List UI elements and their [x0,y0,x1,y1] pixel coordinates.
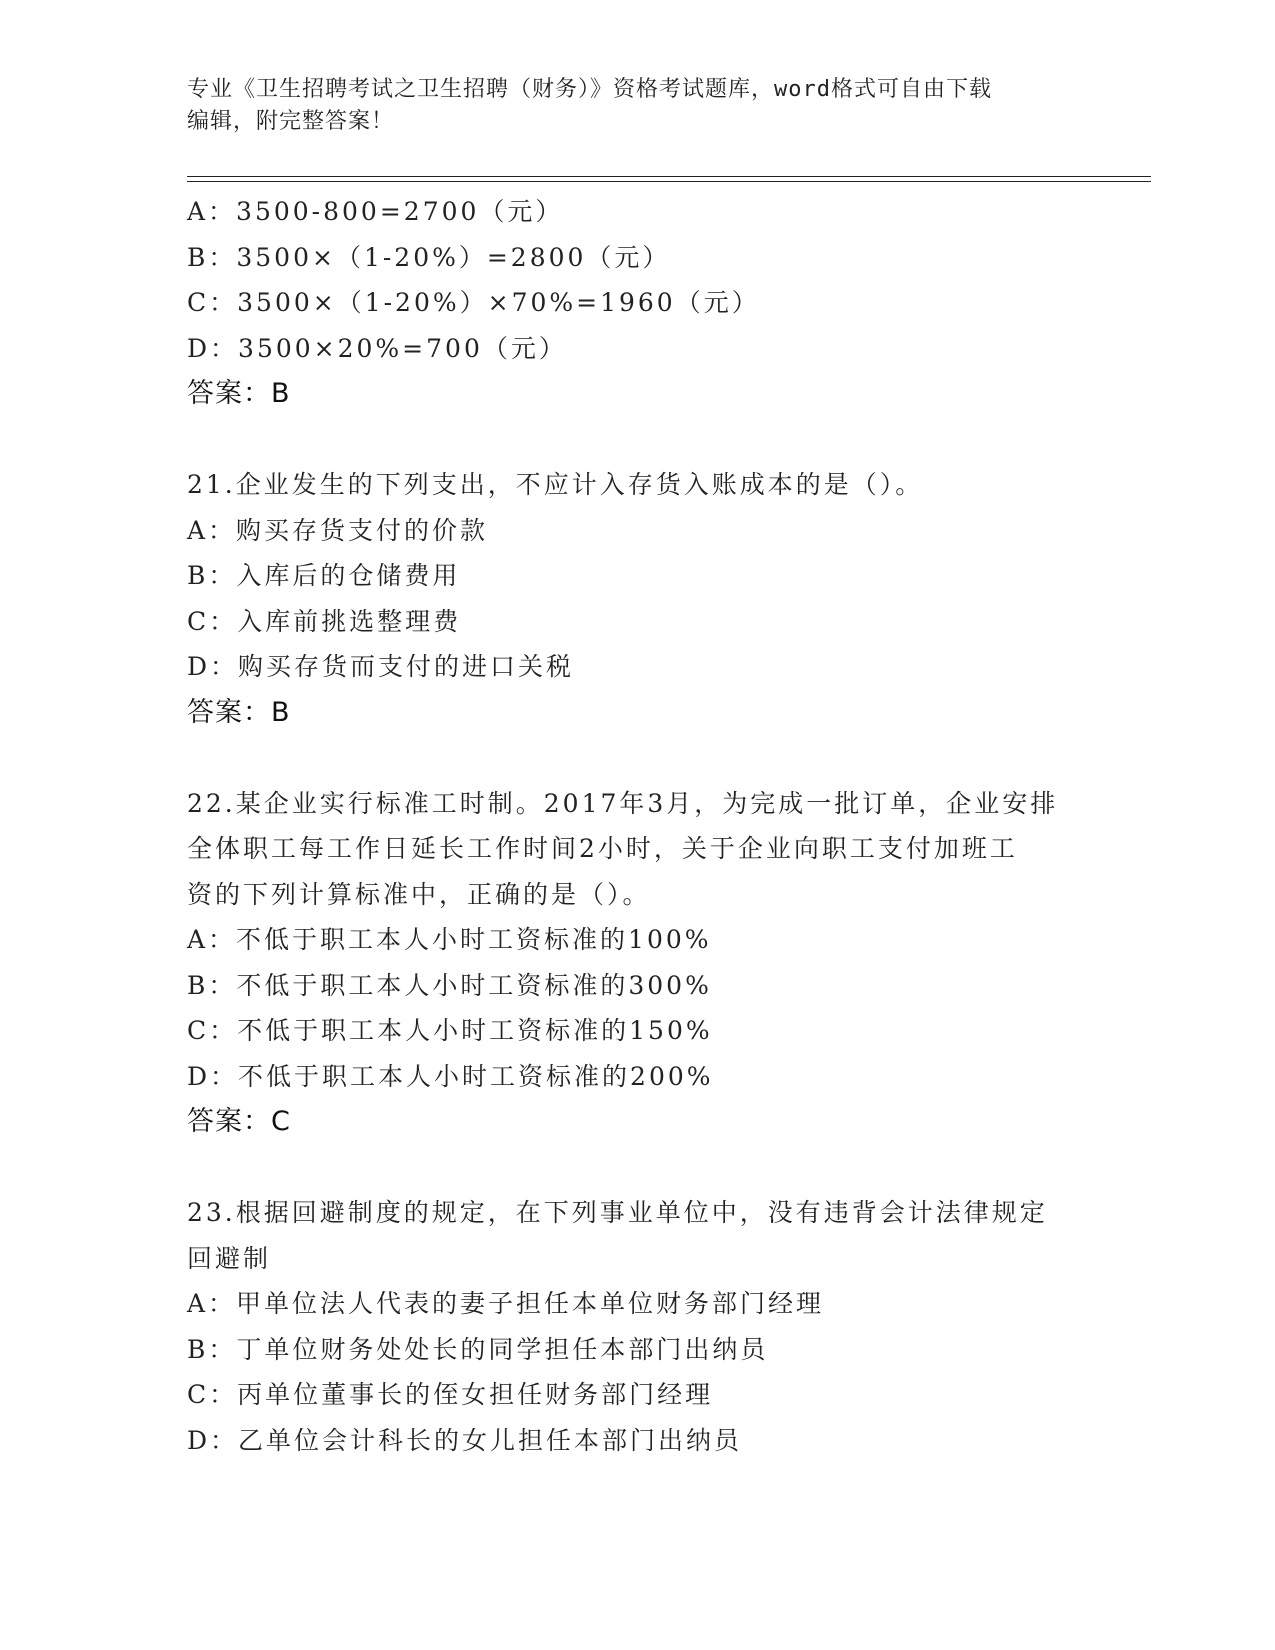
option-b: B：丁单位财务处处长的同学担任本部门出纳员 [187,1334,769,1364]
spacer [187,1145,1127,1191]
question-stem-line-2: 全体职工每工作日延长工作时间2小时，关于企业向职工支付加班工 [187,834,1018,863]
option-c: C：丙单位董事长的侄女担任财务部门经理 [187,1380,714,1409]
option-c: C：3500×（1-20%）×70%=1960（元） [187,288,760,317]
question-block-23 [187,1190,1127,1463]
option-c: C：入库前挑选整理费 [187,606,462,636]
question-list [187,189,1127,1463]
question-stem-line-2: 回避制 [187,1243,272,1273]
option-a: A：购买存货支付的价款 [187,515,489,545]
spacer [187,735,1127,781]
header-divider-bottom [187,181,1151,182]
question-block-22 [187,781,1127,1145]
header-line-2: 编辑，附完整答案！ [187,109,395,134]
answer-line: 答案：B [187,696,291,728]
option-b: B：不低于职工本人小时工资标准的300% [187,970,712,1000]
answer-line: 答案：B [187,378,291,409]
question-block-previous [187,189,1127,417]
header-divider-top [187,176,1151,177]
document-header [187,74,1087,138]
option-c: C：不低于职工本人小时工资标准的150% [187,1016,713,1045]
question-stem-line-3: 资的下列计算标准中，正确的是（）。 [187,879,651,909]
question-block-21 [187,462,1127,735]
header-line-1: 专业《卫生招聘考试之卫生招聘（财务）》资格考试题库，word格式可自由下载 [187,77,992,102]
spacer [187,417,1127,463]
question-stem-line-1: 23.根据回避制度的规定，在下列事业单位中，没有违背会计法律规定 [187,1198,1048,1227]
option-d: D：不低于职工本人小时工资标准的200% [187,1061,714,1091]
option-d: D：购买存货而支付的进口关税 [187,652,575,681]
option-a: A：甲单位法人代表的妻子担任本单位财务部门经理 [187,1289,825,1318]
question-stem: 21.企业发生的下列支出，不应计入存货入账成本的是（）。 [187,470,924,499]
option-b: B：3500×（1-20%）=2800（元） [187,242,671,272]
answer-line: 答案：C [187,1106,291,1137]
option-a: A：不低于职工本人小时工资标准的100% [187,925,712,954]
option-d: D：3500×20%=700（元） [187,333,567,363]
option-d: D：乙单位会计科长的女儿担任本部门出纳员 [187,1425,743,1455]
option-a: A：3500-800=2700（元） [187,197,564,226]
option-b: B：入库后的仓储费用 [187,561,461,590]
question-stem-line-1: 22.某企业实行标准工时制。2017年3月，为完成一批订单，企业安排 [187,788,1059,818]
